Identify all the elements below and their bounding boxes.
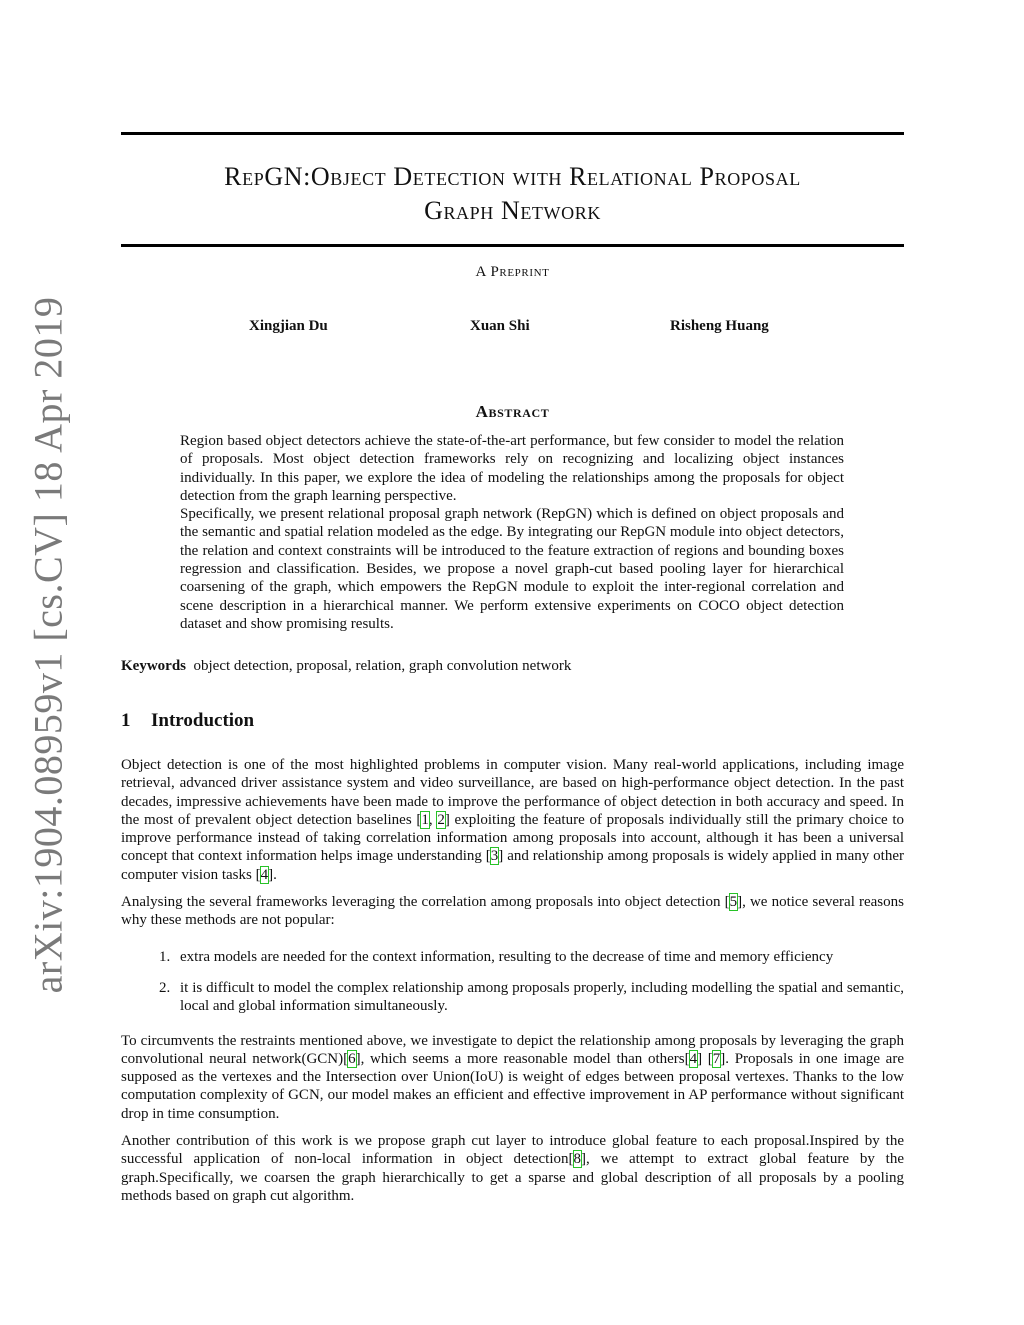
text-span: Analysing the several frameworks leveraging the correlation among proposals into object detection [	[121, 894, 730, 911]
arxiv-identifier: arXiv:1904.08959v1 [cs.CV] 18 Apr 2019	[25, 296, 71, 994]
text-span: ] [	[697, 1050, 713, 1067]
paper-title	[121, 160, 904, 228]
keywords-text: object detection, proposal, relation, graph convolution network	[193, 658, 572, 674]
section-number: 1	[121, 710, 131, 731]
author-1: Xingjian Du	[249, 318, 328, 334]
text-span: Object detection is one of the most highlighted problems in computer vision. Many real-world applications, including image retrieval, advanced driver assistance system and video surveillance, are based on high-performance object detection. In the past decades, impressive achievements have been made to improve the performance of object detection in both accuracy and speed. In the most of prevalent object detection baselines [	[121, 757, 904, 828]
intro-paragraph-2	[121, 893, 904, 930]
citation-link[interactable]: 4	[260, 866, 269, 883]
title-line-2: Graph Network	[424, 196, 601, 225]
keywords-label: Keywords	[121, 658, 186, 674]
citation-link[interactable]: 8	[573, 1151, 582, 1168]
abstract-paragraph-1: Region based object detectors achieve the state-of-the-art performance, but few consider to model the relation of proposals. Most object detection frameworks rely on recognizing and localizing object instances individually. In this paper, we explore the idea of modeling the relationships among the proposals for object detection from the graph learning perspective.	[180, 433, 844, 504]
abstract-heading: Abstract	[475, 402, 550, 421]
citation-link[interactable]: 7	[712, 1050, 721, 1067]
text-span: ], we notice several reasons why these methods are not popular:	[121, 894, 904, 929]
author-3: Risheng Huang	[670, 318, 769, 334]
abstract-body	[180, 432, 844, 633]
citation-link[interactable]: 4	[689, 1050, 698, 1067]
text-span: ], which seems a more reasonable model than others[	[355, 1050, 690, 1067]
preprint-label: A Preprint	[475, 264, 550, 280]
citation-link[interactable]: 2	[437, 811, 445, 828]
list-marker: 1.	[159, 948, 171, 965]
text-span: To circumvents the restraints mentioned above, we investigate to depict the relationship among proposals by leveraging the graph convolutional neural network(GCN)[	[121, 1032, 904, 1067]
title-bottom-rule	[121, 244, 904, 247]
abstract-paragraph-2: Specifically, we present relational proposal graph network (RepGN) which is defined on object proposals and the semantic and spatial relation modeled as the edge. By integrating our RepGN module into object detectors, the relation and context constraints will be introduced to the feature extraction of regions and bounding boxes regression and classification. Besides, we propose a novel graph-cut based pooling layer for hierarchical coarsening of the graph, which empowers the RepGN module to exploit the inter-regional correlation and scene description in a hierarchical manner. We perform extensive experiments on COCO object detection dataset and show promising results.	[180, 506, 844, 632]
citation-link[interactable]: 3	[490, 848, 499, 865]
text-span: ].	[268, 866, 277, 883]
intro-paragraph-1	[121, 756, 904, 884]
section-title: Introduction	[151, 710, 255, 731]
list-marker: 2.	[159, 979, 171, 996]
keywords-line	[121, 658, 571, 675]
list-item-text: extra models are needed for the context information, resulting to the decrease of time and memory efficiency	[180, 948, 834, 965]
section-1-heading	[121, 710, 254, 732]
text-span: ]. Proposals in one image are supposed as the vertexes and the Intersection over Union(IoU) is weight of edges between proposal vertexes. Thanks to the low computation complexity of GCN, our model makes an efficient and effective improvement in AP performance without significant drop in time consumption.	[121, 1050, 904, 1122]
citation-link[interactable]: 6	[348, 1050, 356, 1067]
intro-paragraph-3	[121, 1032, 904, 1123]
text-span: ] exploiting the feature of proposals individually still the primary choice to improve performance instead of taking correlation information among proposals into account, although it has been a universal concept that context information helps image understanding [	[121, 811, 905, 865]
text-span: ], we attempt to extract global feature by the graph.Specifically, we coarsen the graph hierarchically to get a sparse and global description of all proposals by a pooling methods based on graph cut algorithm.	[121, 1151, 905, 1204]
title-top-rule	[121, 132, 904, 135]
reasons-list	[121, 948, 904, 1016]
list-item-text: it is difficult to model the complex relationship among proposals properly, including modelling the spatial and semantic, local and global information simultaneously.	[180, 979, 904, 1015]
text-span: Another contribution of this work is we propose graph cut layer to introduce global feature to each proposal.Inspired by the successful application of non-local information in object detection[	[121, 1133, 904, 1168]
text-span: ,	[428, 811, 438, 828]
text-span: ] and relationship among proposals is widely applied in many other computer vision tasks [	[121, 848, 904, 883]
author-2: Xuan Shi	[470, 318, 530, 334]
intro-paragraph-4	[121, 1132, 904, 1205]
citation-link[interactable]: 1	[421, 811, 429, 828]
citation-link[interactable]: 5	[729, 894, 738, 911]
section-1-body	[121, 756, 904, 1214]
title-line-1: RepGN:Object Detection with Relational Proposal	[224, 162, 801, 191]
list-item	[121, 948, 904, 966]
list-item	[121, 979, 904, 1016]
